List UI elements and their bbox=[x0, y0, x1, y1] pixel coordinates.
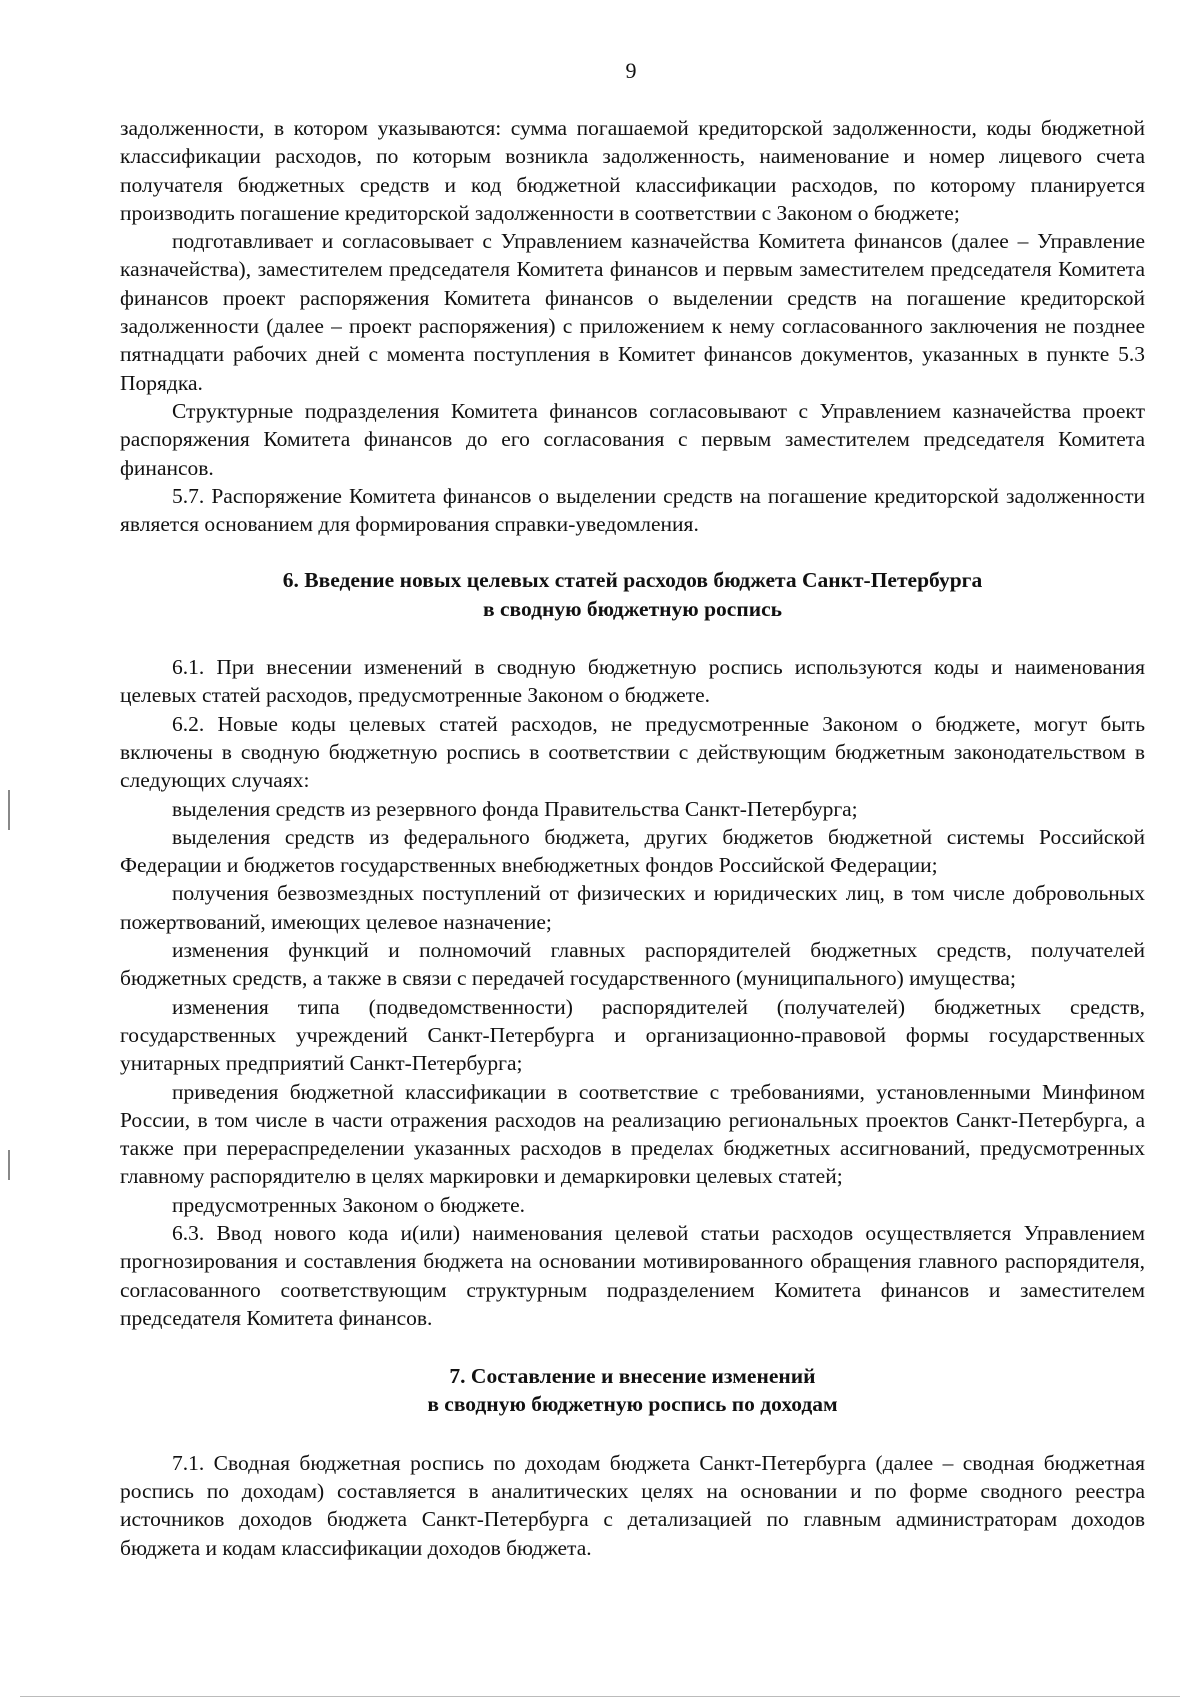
section-6-title bbox=[120, 566, 1145, 623]
section-7-title bbox=[120, 1362, 1145, 1419]
document-body bbox=[120, 114, 1145, 1562]
list-item: выделения средств из федерального бюджета, других бюджетов бюджетной системы Российской Федерации и бюджетов государственных внебюджетных фондов Российской Федерации; bbox=[120, 824, 1145, 878]
scan-mark bbox=[8, 790, 10, 830]
paragraph: 6.2. Новые коды целевых статей расходов, не предусмотренные Законом о бюджете, могут быть включены в сводную бюджетную роспись в соответствии с действующим бюджетным законодательством в следующих случаях: bbox=[120, 711, 1145, 793]
paragraph: 7.1. Сводная бюджетная роспись по доходам бюджета Санкт-Петербурга (далее – сводная бюджетная роспись по доходам) составляется в аналитических целях на основании и по форме сводного реестра источников доходов бюджета Санкт-Петербурга с детализацией по главным администраторам доходов бюджета и кодам классификации доходов бюджета. bbox=[120, 1450, 1145, 1560]
list-item: получения безвозмездных поступлений от физических и юридических лиц, в том числе добровольных пожертвований, имеющих целевое назначение; bbox=[120, 881, 1145, 934]
list-item: предусмотренных Законом о бюджете. bbox=[172, 1192, 525, 1217]
paragraph-continuation: задолженности, в котором указываются: сумма погашаемой кредиторской задолженности, коды бюджетной классификации расходов, по которым возникла задолженность, наименование и номер лицевого счета получателя бюджетных средств и код бюджетной классификации расходов, по которому планируется производить погашение кредиторской задолженности в соответствии с Законом о бюджете; bbox=[120, 116, 1145, 225]
list-item: приведения бюджетной классификации в соответствие с требованиями, установленными Минфином России, в том числе в части отражения расходов на реализацию региональных проектов Санкт-Петербурга, а также при перераспределении указанных расходов в пределах бюджетных ассигнований, предусмотренных главному распорядителю в целях маркировки и демаркировки целевых статей; bbox=[120, 1079, 1145, 1189]
section-6-title-line2: в сводную бюджетную роспись bbox=[482, 596, 783, 621]
page-number: 9 bbox=[625, 58, 637, 83]
section-7-title-line1: 7. Составление и внесение изменений bbox=[449, 1364, 816, 1389]
section-7-title-line2: в сводную бюджетную роспись по доходам bbox=[427, 1392, 838, 1417]
paragraph: Структурные подразделения Комитета финансов согласовывают с Управлением казначейства проект распоряжения Комитета финансов до его согласования с первым заместителем председателя Комитета финансов. bbox=[120, 398, 1145, 480]
list-item: изменения типа (подведомственности) распорядителей (получателей) бюджетных средств, государственных учреждений Санкт-Петербурга и организационно-правовой формы государственных унитарных предприятий Санкт-Петербурга; bbox=[120, 994, 1145, 1076]
paragraph: подготавливает и согласовывает с Управлением казначейства Комитета финансов (далее – Управление казначейства), заместителем председателя Комитета финансов и первым заместителем председателя Комитета финансов проект распоряжения Комитета финансов о выделении средств на погашение кредиторской задолженности (далее – проект распоряжения) с приложением к нему согласованного заключения не позднее пятнадцати рабочих дней с момента поступления в Комитет финансов документов, указанных в пункте 5.3 Порядка. bbox=[120, 229, 1145, 395]
scan-bottom-edge bbox=[20, 1696, 1180, 1697]
paragraph: 6.1. При внесении изменений в сводную бюджетную роспись используются коды и наименования целевых статей расходов, предусмотренные Законом о бюджете. bbox=[120, 655, 1145, 708]
list-item: изменения функций и полномочий главных распорядителей бюджетных средств, получателей бюджетных средств, а также в связи с передачей государственного (муниципального) имущества; bbox=[120, 938, 1145, 991]
section-6-title-line1: 6. Введение новых целевых статей расходов бюджета Санкт-Петербурга bbox=[282, 568, 983, 593]
scan-mark bbox=[8, 1150, 10, 1180]
paragraph: 5.7. Распоряжение Комитета финансов о выделении средств на погашение кредиторской задолженности является основанием для формирования справки-уведомления. bbox=[120, 483, 1145, 537]
list-item: выделения средств из резервного фонда Правительства Санкт-Петербурга; bbox=[172, 796, 858, 821]
paragraph: 6.3. Ввод нового кода и(или) наименования целевой статьи расходов осуществляется Управлением прогнозирования и составления бюджета на основании мотивированного обращения главного распорядителя, согласованного соответствующим структурным подразделением Комитета финансов и заместителем председателя Комитета финансов. bbox=[120, 1220, 1145, 1330]
